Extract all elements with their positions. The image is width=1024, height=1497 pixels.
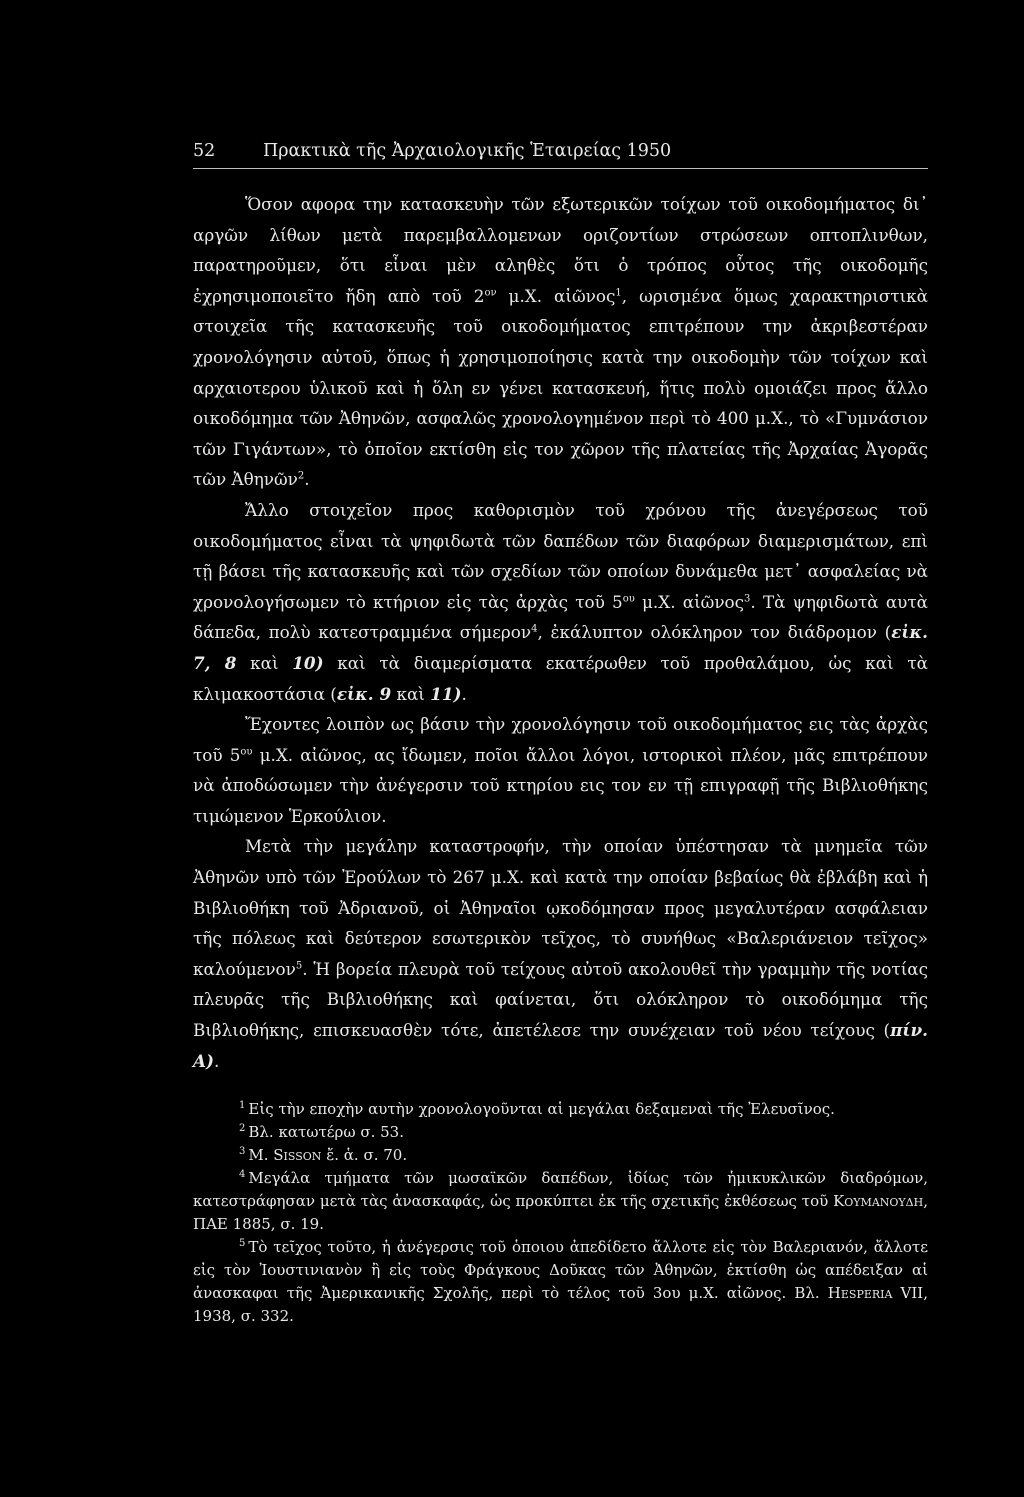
footnote-number: 4: [239, 1169, 246, 1181]
footnote-1: [193, 1098, 928, 1121]
journal-name: Hesperia: [827, 1284, 893, 1303]
author-name: Sisson: [273, 1146, 322, 1165]
text-span: . Τὰ ψηφιδωτὰ αυτὰ δάπεδα, πολὺ κατεστραμμένα σήμερον: [193, 591, 929, 643]
figure-reference: εἰκ. 7, 8: [193, 622, 928, 673]
footnote-text: Τὸ τεῖχος τοῦτο, ἡ ἀνέγερσις τοῦ ὁποιου ἀπεδίδετο ἄλλοτε εἰς τὸν Βαλεριανόν, ἄλλοτε εἰς τὸν Ἰουστινιανὸν ἢ εἰς τοὺς Φράγκους Δοῦκας τῶν Ἀθηνῶν, ἐκτίσθη ὡς απέδειξαν αἱ ἀνασκαφαι τῆς Ἀμερικανικῆς Σχολῆς, περὶ τὸ τέλος τοῦ 3ου μ.Χ. αἰῶνος. Βλ.: [193, 1238, 928, 1303]
text-span: καὶ: [236, 652, 293, 673]
footnote-4: [193, 1167, 928, 1236]
text-span: , ωρισμένα ὅμως χαρακτηριστικὰ στοιχεῖα τῆς κατασκευῆς τοῦ οικοδομήματος επιτρέπουν την ἀκριβεστέραν χρονολόγησιν αὐτοῦ, ὅπως ἡ χρησιμοποίησις κατὰ την οικοδομὴν τῶν τοίχων καὶ αρχαιοτερου ὑλικοῦ καὶ ἡ ὅλη εν γένει κατασκευή, ἥτις πολὺ ομοιάζει προς ἄλλο οικοδόμημα τῶν Ἀθηνῶν, ασφαλῶς χρονολογημένον περὶ τὸ 400 μ.Χ., τὸ «Γυμνάσιον τῶν Γιγάντων», τὸ ὁποῖον εκτίσθη εἰς τον χῶρον τῆς πλατείας τῆς Ἀρχαίας Ἀγορᾶς τῶν Ἀθηνῶν: [193, 285, 928, 490]
paragraph-4: [193, 831, 928, 1076]
text-span: Ἄλλο στοιχεῖον προς καθορισμὸν τοῦ χρόνου τῆς ἀνεγέρσεως τοῦ οικοδομήματος εἶναι τὰ ψηφιδωτὰ τῶν δαπέδων τῶν διαφόρων διαμερισμάτων, επὶ τῇ βάσει τῆς κατασκευῆς καὶ τῶν σχεδίων τῶν οποίων δυνάμεθα μετ᾿ ασφαλείας νὰ χρονολογήσωμεν τὸ κτήριον εἰς τὰς ἀρχὰς τοῦ 5: [193, 499, 928, 612]
footnote-5: [193, 1236, 928, 1328]
text-span: μ.Χ. αἰῶνος: [496, 285, 616, 306]
author-name: Κουμανουδη: [833, 1192, 924, 1211]
footnote-mark: 5: [295, 960, 303, 972]
document-page: [193, 140, 928, 1328]
page-header: [193, 140, 928, 169]
footnote-number: 3: [239, 1146, 246, 1158]
text-span: Μετὰ τὴν μεγάλην καταστροφήν, τὴν οποίαν ὑπέστησαν τὰ μνημεῖα τῶν Ἀθηνῶν υπὸ τῶν Ἐρούλων τὸ 267 μ.Χ. καὶ κατὰ την οποίαν βεβαίως θὰ ἐβλάβη καὶ ἡ Βιβλιοθήκη τοῦ Ἀδριανοῦ, οἱ Ἀθηναῖοι ῳκοδόμησαν προς μεγαλυτέραν ασφάλειαν τῆς πόλεως καὶ δεύτερον εσωτερικὸν τεῖχος, τὸ συνήθως «Βαλεριάνειον τεῖχος» καλούμενον: [193, 836, 928, 979]
footnote-mark: 2: [297, 470, 305, 482]
footnote-text: Εἰς τὴν εποχὴν αυτὴν χρονολογοῦνται αἱ μεγάλαι δεξαμεναὶ τῆς Ἐλευσῖνος.: [248, 1100, 835, 1119]
text-span: , ἐκάλυπτον ολόκληρον τον διάδρομον (: [537, 622, 892, 643]
footnote-number: 5: [239, 1238, 246, 1250]
footnote-mark: 4: [531, 623, 538, 635]
footnote-number: 2: [239, 1123, 246, 1135]
text-span: Ἔχοντες λοιπὸν ως βάσιν τὴν χρονολόγησιν τοῦ οικοδομήματος εις τὰς ἀρχὰς τοῦ 5: [193, 714, 928, 765]
paragraph-1: [193, 189, 928, 495]
text-span: μ.Χ. αἰῶνος, ας ἴδωμεν, ποῖοι ἄλλοι λόγοι, ιστορικοὶ πλέον, μᾶς επιτρέπουν νὰ ἀποδώσωμεν τὴν ἀνέγερσιν τοῦ κτηρίου εις τον εν τῇ επιγραφῇ τῆς Βιβλιοθήκης τιμώμενον Ἑρκούλιον.: [193, 744, 928, 826]
footnote-mark: 1: [615, 287, 622, 299]
plate-reference: πίν. Α): [193, 1020, 928, 1071]
paragraph-3: [193, 709, 928, 831]
text-span: μ.Χ. αἰῶνος: [634, 591, 745, 612]
footnote-text: Μεγάλα τμήματα τῶν μωσαϊκῶν δαπέδων, ἰδίως τῶν ἡμικυκλικῶν διαδρόμων, κατεστράφησαν μετὰ τὰς ἀνασκαφάς, ὡς προκύπτει ἐκ τῆς σχετικῆς ἐκθέσεως τοῦ: [193, 1169, 928, 1211]
page-number: 52: [193, 141, 216, 161]
footnote-text: Μ.: [248, 1146, 274, 1165]
ordinal-superscript: ου: [240, 746, 253, 758]
text-span: .: [304, 469, 310, 490]
footnote-mark: 3: [744, 593, 751, 605]
footnote-text: Βλ. κατωτέρω σ. 53.: [248, 1123, 404, 1142]
figure-reference: 10): [292, 652, 324, 673]
text-span: καὶ: [391, 683, 431, 704]
body-text: [193, 189, 928, 1076]
text-span: καὶ τὰ διαμερίσματα εκατέρωθεν τοῦ προθαλάμου, ὡς καὶ τὰ κλιμακοστάσια (: [193, 652, 928, 704]
ordinal-superscript: ου: [622, 593, 635, 605]
text-span: .: [461, 683, 467, 704]
running-title: Πρακτικὰ τῆς Ἀρχαιολογικῆς Ἑταιρείας 1950: [263, 141, 672, 161]
paragraph-2: [193, 495, 928, 709]
footnote-number: 1: [239, 1100, 246, 1112]
figure-reference: εἰκ. 9: [336, 683, 392, 704]
text-span: .: [213, 1050, 220, 1071]
footnotes: [193, 1098, 928, 1328]
footnote-text: VII, 1938, σ. 332.: [193, 1284, 928, 1326]
footnote-text: ἔ. ἁ. σ. 70.: [321, 1146, 408, 1165]
footnote-2: [193, 1121, 928, 1144]
footnote-text: , ΠΑΕ 1885, σ. 19.: [193, 1192, 928, 1234]
text-span: . Ἡ βορεία πλευρὰ τοῦ τείχους αὐτοῦ ακολουθεῖ τὴν γραμμὴν τῆς νοτίας πλευρᾶς τῆς Βιβλιοθήκης καὶ φαίνεται, ὅτι ολόκληρον τὸ οικοδόμημα τῆς Βιβλιοθήκης, επισκευασθὲν τότε, ἀπετέλεσε την συνέχειαν τοῦ νέου τείχους (: [193, 958, 928, 1041]
figure-reference: 11): [430, 683, 462, 704]
footnote-3: [193, 1144, 928, 1167]
text-span: Ὅσον αφορα την κατασκευὴν τῶν εξωτερικῶν τοίχων τοῦ οικοδομήματος δι᾿ αργῶν λίθων μετὰ παρεμβαλλομενων οριζοντίων στρώσεων οπτοπλινθων, παρατηροῦμεν, ὅτι εἶναι μὲν αληθὲς ὅτι ὁ τρόπος οὗτος τῆς οικοδομῆς ἐχρησιμοποιεῖτο ἤδη απὸ τοῦ 2: [193, 194, 928, 306]
ordinal-superscript: ον: [484, 287, 497, 299]
